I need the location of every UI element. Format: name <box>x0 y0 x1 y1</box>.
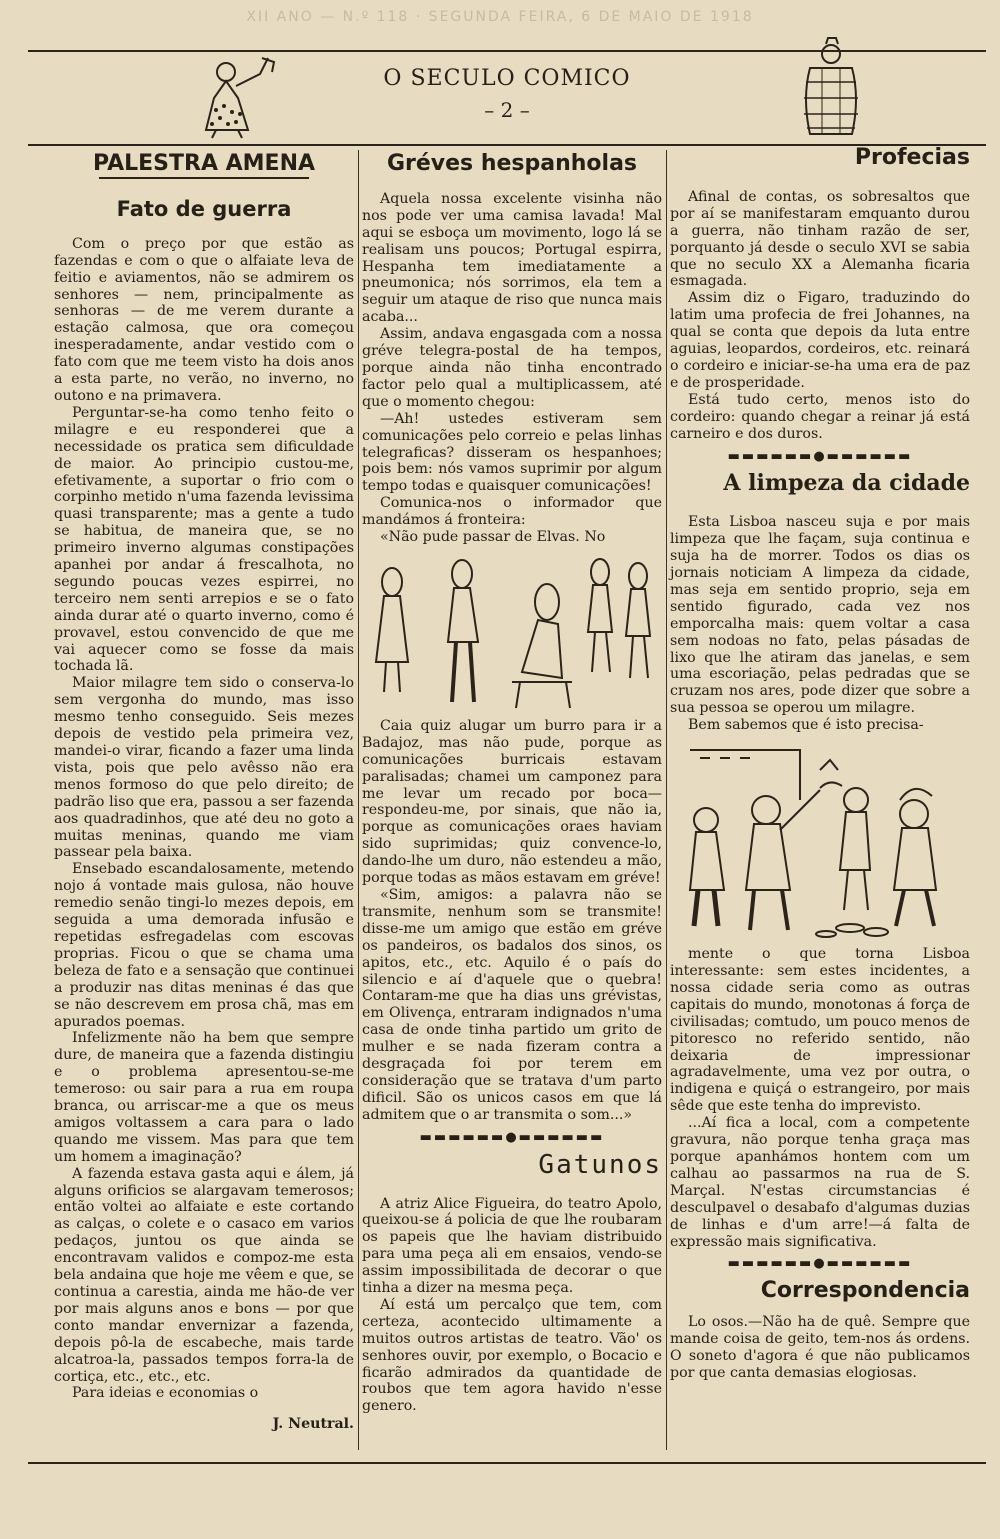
paragraph: Comunica-nos o informador que mandámos á fronteira: <box>362 495 662 529</box>
ornament-divider: ▬▬▬▬▬▬●▬▬▬▬▬▬ <box>727 448 913 464</box>
column-greves <box>362 150 662 1415</box>
bottom-rule <box>28 1462 986 1464</box>
ornament-divider: ▬▬▬▬▬▬●▬▬▬▬▬▬ <box>727 1256 913 1272</box>
paragraph: Ensebado escandalosamente, metendo nojo á vontade mais gulosa, não houve remedio senão tingi-lo mezes depois, em seguida a uma demorada infusão e repetidas esfregadelas com escovas proprias. Ficou o que se chama uma beleza de fato e a sensação que continuei a produzir nas ditas meninas é das que se não descrevem em prosa chã, mas em apurados poemas. <box>54 861 354 1030</box>
paragraph: Infelizmente não ha bem que sempre dure, de maneira que a fazenda distingiu e o problema apresentou-se-me temeroso: ou sair para a rua em roupa branca, ou arriscar-me a que os meus amigos voltassem a cara para o lado quando me vissem. Mas para que tem um homem a imaginação? <box>54 1030 354 1165</box>
paragraph: «Não pude passar de Elvas. No <box>380 529 606 546</box>
paragraph: ...Aí fica a local, com a competente gravura, não porque tenha graça mas porque apanhámos hontem com um calhau ao passarmos na rua de S. Marçal. N'estas circumstancias é desculpavel o desabafo d'algumas duzias de linhas e d'um arre!—á falta de expressão mais significativa. <box>670 1115 970 1250</box>
paragraph: Perguntar-se-ha como tenho feito o milagre e eu responderei que a necessidade os pratica sem dificuldade de maior. Ao principio custou-me, efetivamente, a suportar o frio com o corpinho metido n'uma fazenda levissima quasi transparente; mas a gente a tudo se habitua, de maneira que, se no primeiro inverno algumas constipações apanhei por andar á frescalhota, no segundo poucas vezes espirrei, no terceiro nem senti arrepios e se o fato ainda durar até o quarto inverno, como é provavel, estou convencido de que me vai aquecer como se fosse da mais tochada lã. <box>54 404 354 675</box>
paragraph: Está tudo certo, menos isto do cordeiro: quando chegar a reinar já está carneiro e dos duros. <box>670 391 970 442</box>
paragraph: Com o preço por que estão as fazendas e com o que o alfaiate leva de feitio e aviamentos, não se admirem os senhores — nem, principalmente as senhoras — de me verem durante a estação calmosa, que ora começou inesperadamente, andar vestido com o fato com que me teem visto ha dois anos a esta parte, no verão, no inverno, no outono e na primavera. <box>54 235 354 404</box>
paragraph: Caia quiz alugar um burro para ir a Badajoz, mas não pude, porque as comunicações burricais estavam paralisadas; chamei um camponez para me levar um recado por boca—respondeu-me, por sinais, que não ia, porque as comunicações oraes haviam sido suprimidas; quiz convence-lo, dando-lhe um duro, não estendeu a mão, porque todas as mãos estavam em gréve! <box>362 717 662 887</box>
paragraph: Lo osos.—Não ha de quê. Sempre que mande coisa de geito, tem-nos ás ordens. O soneto d'agora é que não publicamos por que canta demasias elogiosas. <box>670 1314 970 1381</box>
paragraph: «Sim, amigos: a palavra não se transmite, nenhum som se transmite! disse-me um amigo que estão em gréve os pandeiros, os badalos dos sinos, os apitos, etc., etc. Aquilo é o país do silencio e aí d'aquele que o quebra! Contaram-me que ha dias uns grévistas, em Olivença, entraram indignados n'uma casa de onde tinha partido um grito de mulher e se nada fizeram contra a desgraçada foi por terem em consideração que se tratava d'um parto dificil. São os unicos casos em que lá admitem que o ar transmita o som...» <box>362 887 662 1123</box>
street-scene-illustration <box>670 740 970 940</box>
paragraph: Assim diz o Figaro, traduzindo do latim uma profecia de frei Johannes, na qual se conta que depois da luta entre aguias, leopardos, cordeiros, etc. reinará o cordeiro e iniciar-se-ha uma era de paz e de prosperidade. <box>670 290 970 391</box>
heading-underline <box>99 177 309 179</box>
masthead <box>28 50 986 146</box>
paragraph: Aquela nossa excelente visinha não nos pode ver uma camisa lavada! Mal aqui se esboça um movimento, logo lá se realisam uns poucos; Portugal espirra, Hespanha tem imediatamente a pneumonica; nós sorrimos, ela tem a seguir um ataque de riso que nunca mais acaba... <box>362 190 662 326</box>
paragraph: A fazenda estava gasta aqui e álem, já alguns orificios se alargavam temerosos; então voltei ao alfaiate e este cortando as calças, o colete e o casaco em varios pedaços, juntou os que ainda se encontravam validos e compoz-me esta bela andaina que hoje me vêem e que, se continua a carestia, ainda me hão-de ver por mais alguns anos e bons — por que conto mandar envernizar a fazenda, depois pô-la de escabeche, mais tarde alcatroa-la, passados tempos forra-la de cortiça, etc., etc., etc. <box>54 1165 354 1385</box>
article-title-limpeza: A limpeza da cidade <box>723 470 970 497</box>
column-rule-left <box>358 150 359 1450</box>
paragraph: Para ideias e economias o <box>72 1385 259 1402</box>
people-cartoon-illustration <box>362 552 662 712</box>
column-profecias <box>670 145 970 1382</box>
article-title-fato: Fato de guerra <box>116 196 292 221</box>
paragraph: mente o que torna Lisboa interessante: sem estes incidentes, a nossa cidade seria como as outras capitais do mundo, monotonas á força de civilisadas; comtudo, um pouco menos de pitoresco no referido sentido, não deixaria de impressionar agradavelmente, uma vez por outra, o indigena e quiçá o estrangeiro, por mais sêde que este tenha do imprevisto. <box>670 946 970 1115</box>
paragraph: Bem sabemos que é isto precisa- <box>688 717 924 734</box>
signature: J. Neutral. <box>272 1416 354 1433</box>
newspaper-title: O SECULO COMICO <box>383 66 631 91</box>
column-palestra <box>54 150 354 1433</box>
ornament-divider: ▬▬▬▬▬▬●▬▬▬▬▬▬ <box>419 1129 605 1145</box>
section-heading-palestra: PALESTRA AMENA <box>92 151 316 176</box>
paragraph: Afinal de contas, os sobresaltos que por aí se manifestaram emquanto durou a guerra, não tinham razão de ser, porquanto já desde o seculo XVI se sabia que no seculo XX a Alemanha ficaria esmagada. <box>670 188 970 290</box>
article-title-gatunos: Gatunos <box>538 1149 662 1180</box>
article-title-profecias: Profecias <box>854 145 970 170</box>
article-title-correspondencia: Correspondencia <box>760 1278 970 1304</box>
paragraph: Assim, andava engasgada com a nossa gréve telegra-postal de ha tempos, porque ainda não tinha encontrado factor pelo qual a multiplicassem, até que o momento chegou: <box>362 326 662 410</box>
bleed-through-header: XII ANO — N.º 118 · SEGUNDA FEIRA, 6 DE MAIO DE 1918 <box>246 9 754 25</box>
paragraph: Aí está um percalço que tem, com certeza, acontecido ultimamente a muitos outros artistas de teatro. Vão' os senhores ouvir, por exemplo, o Bocacio e ficarão admirados da quantidade de roubos que tem agora havido n'esse genero. <box>362 1296 662 1415</box>
paragraph: A atriz Alice Figueira, do teatro Apolo, queixou-se á policia de que lhe roubaram os papeis que lhe haviam distribuido para uma peça ali em ensaios, vendo-se assim impossibilitada de decorar o que tinha a dizer na mesma peça. <box>362 1195 662 1297</box>
article-title-greves: Gréves hespanholas <box>386 151 638 176</box>
paragraph: —Ah! ustedes estiveram sem comunicações pelo correio e pelas linhas telegraficas? disseram os hespanhoes; pois bem: nós vamos suprimir por algum tempo todas e quaisquer comunicações! <box>362 410 662 495</box>
page-number: – 2 – <box>484 98 530 122</box>
column-rule-right <box>666 150 667 1450</box>
paragraph: Maior milagre tem sido o conserva-lo sem vergonha do mundo, mas isso mesmo tenho conseguido. Seis mezes depois de vestido pela primeira vez, mandei-o virar, ficando a fazer uma linda vista, pois que pelo avêsso não era menos formoso do que pelo direito; de padrão liso que era, passou a ser fazenda aos quadradinhos, que até deu no goto a muitas meninas, quando me viam passear pela baixa. <box>54 675 354 861</box>
barrel-figure-icon <box>798 36 864 140</box>
paragraph: Esta Lisboa nasceu suja e por mais limpeza que lhe façam, suja continua e suja ha de morrer. Todos os dias os jornais noticiam A limpeza da cidade, mas seja em sentido proprio, seja em sentido figurado, cada vez nos emporcalha mais: quem voltar a casa sem nodoas no fato, pelas pásadas de lixo que lhe atiram das janelas, e sem uma escoriação, pelas pedradas que se cruzam nos ares, pode dizer que sobre a sua pessoa se operou um milagre. <box>670 514 970 717</box>
